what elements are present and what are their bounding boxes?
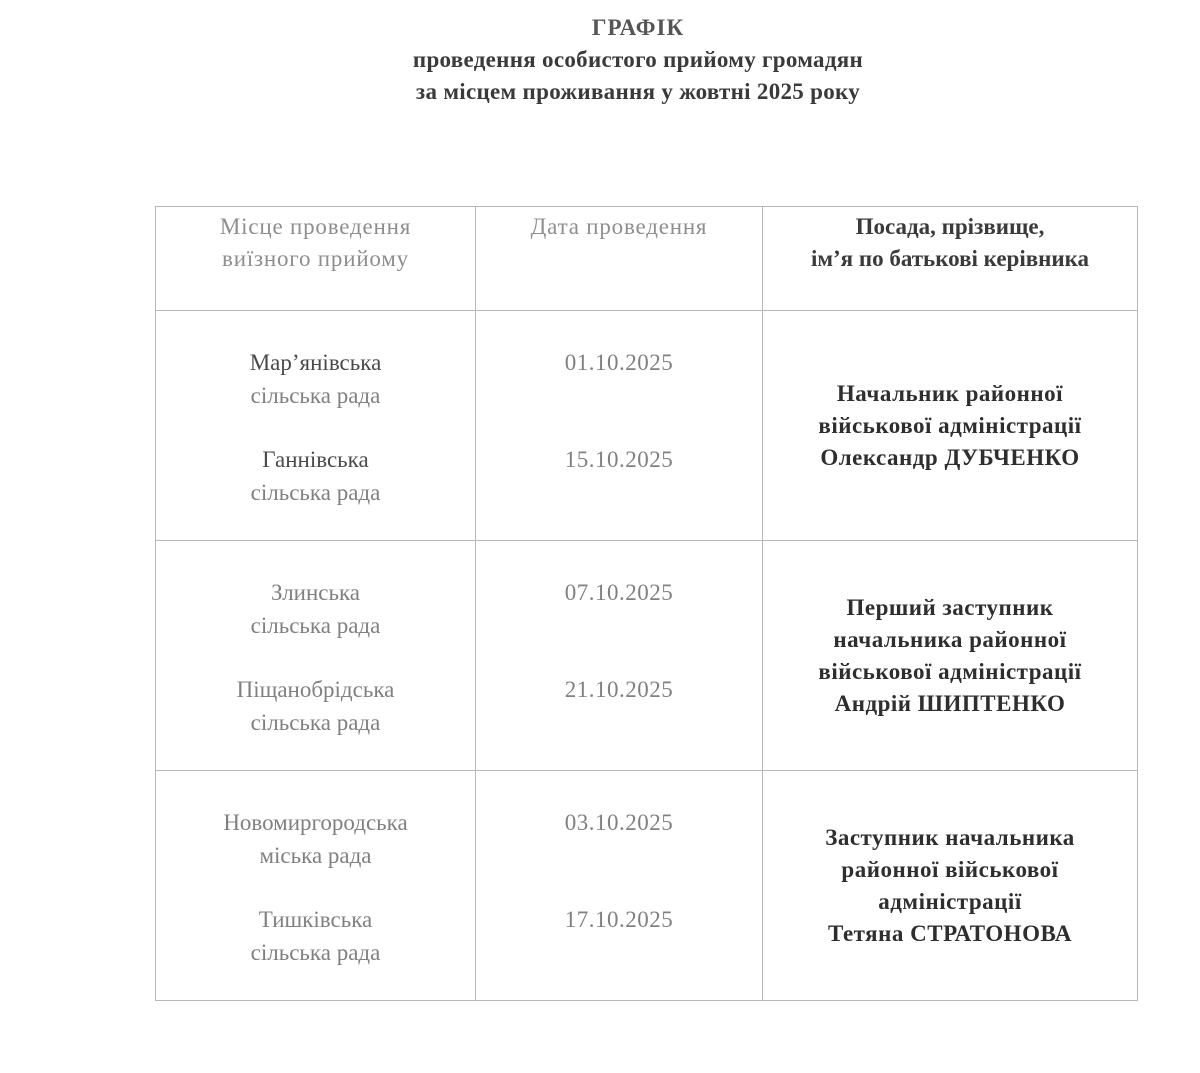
header-place-line-2: виїзного прийому (222, 246, 409, 271)
place-type: сільська рада (250, 710, 381, 735)
place-cell (156, 771, 476, 1001)
place-entry (156, 346, 475, 443)
place-cell (156, 311, 476, 541)
head-line: Начальник районної (836, 380, 1064, 406)
document-title (0, 12, 1200, 108)
head-cell (763, 541, 1138, 771)
table-row (156, 771, 1138, 1001)
title-line-3: за місцем проживання у жовтні 2025 року (415, 79, 861, 104)
head-line: начальника районної (833, 626, 1067, 652)
place-name: Новомиргородська (223, 810, 408, 835)
place-entry (156, 576, 475, 673)
date-value: 03.10.2025 (564, 810, 674, 835)
date-value: 01.10.2025 (564, 350, 674, 375)
place-name: Ганнівська (262, 447, 369, 472)
date-value: 07.10.2025 (564, 580, 674, 605)
head-line: Андрій ШИПТЕНКО (834, 690, 1066, 716)
place-name: Злинська (270, 580, 361, 605)
place-entry (156, 673, 475, 770)
head-cell (763, 311, 1138, 541)
place-name: Мар’янівська (249, 350, 382, 375)
date-cell (476, 311, 763, 541)
place-type: сільська рада (250, 613, 381, 638)
head-line: Перший заступник (846, 594, 1054, 620)
header-date-line-1: Дата проведення (530, 214, 708, 239)
schedule-table (155, 206, 1138, 1001)
place-type: сільська рада (250, 480, 381, 505)
place-type: сільська рада (250, 383, 381, 408)
head-line: Заступник начальника (825, 824, 1075, 850)
place-cell (156, 541, 476, 771)
head-cell (763, 771, 1138, 1001)
header-head (763, 207, 1138, 311)
head-line: Олександр ДУБЧЕНКО (820, 444, 1080, 470)
head-line: районної військової (841, 856, 1059, 882)
date-value: 21.10.2025 (564, 677, 674, 702)
header-head-line-1: Посада, прізвище, (855, 214, 1045, 239)
header-date (476, 207, 763, 311)
place-type: міська рада (259, 843, 372, 868)
place-entry (156, 903, 475, 1000)
date-cell (476, 771, 763, 1001)
place-entry (156, 806, 475, 903)
date-value: 17.10.2025 (564, 907, 674, 932)
head-line: Тетяна СТРАТОНОВА (828, 920, 1072, 946)
date-value: 15.10.2025 (564, 447, 674, 472)
place-name: Піщанобрідська (236, 677, 395, 702)
head-line: військової адміністрації (818, 658, 1082, 684)
title-line-1: ГРАФІК (591, 15, 685, 40)
header-place (156, 207, 476, 311)
place-name: Тишківська (258, 907, 373, 932)
place-entry (156, 443, 475, 540)
head-line: адміністрації (878, 888, 1022, 914)
head-line: військової адміністрації (818, 412, 1082, 438)
date-cell (476, 541, 763, 771)
table-row (156, 311, 1138, 541)
place-type: сільська рада (250, 940, 381, 965)
header-head-line-2: ім’я по батькові керівника (810, 246, 1090, 271)
title-line-2: проведення особистого прийому громадян (412, 47, 864, 72)
table-header-row (156, 207, 1138, 311)
table-row (156, 541, 1138, 771)
header-place-line-1: Місце проведення (219, 214, 412, 239)
